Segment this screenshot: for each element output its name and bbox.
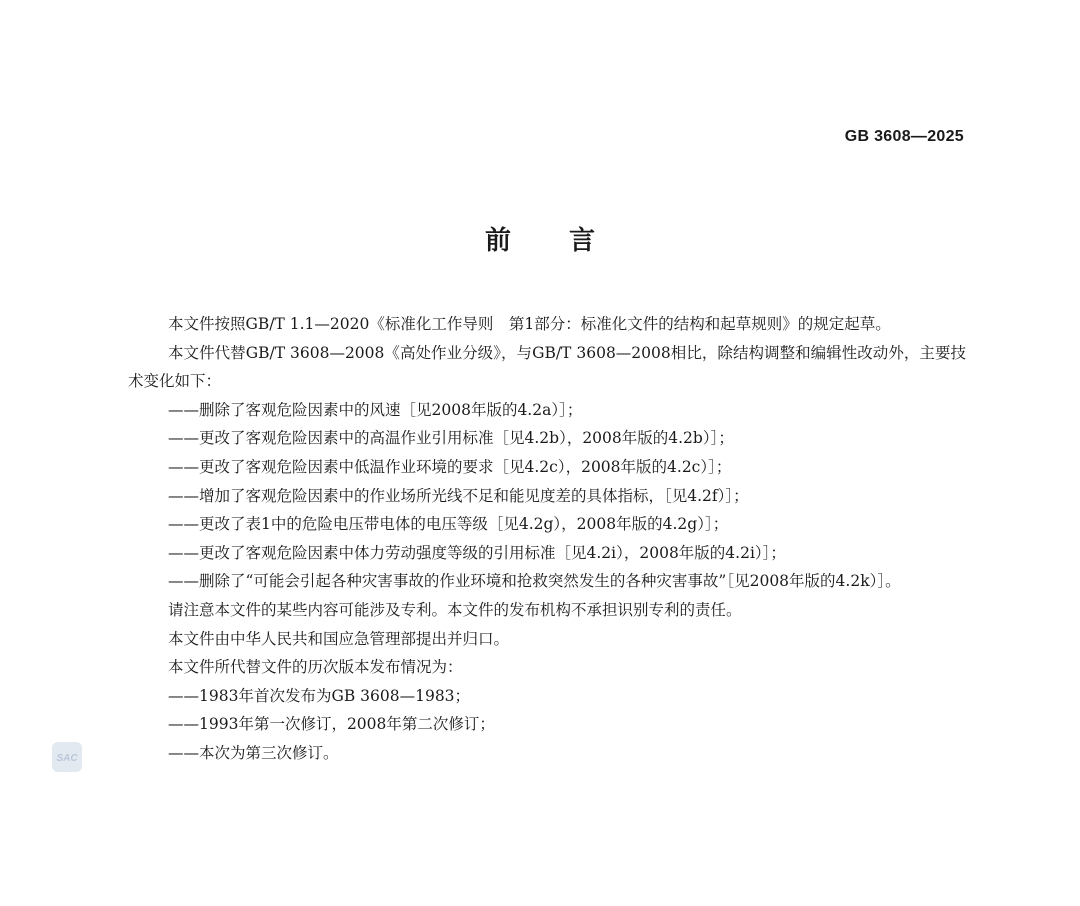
sac-logo-icon <box>53 749 81 765</box>
change-item: ——增加了客观危险因素中的作业场所光线不足和能见度差的具体指标，［见4.2f）］； <box>168 486 749 505</box>
section-title: 前言 <box>484 226 653 256</box>
change-item: ——更改了客观危险因素中低温作业环境的要求［见4.2c），2008年版的4.2c）］； <box>168 457 732 476</box>
change-item: ——更改了表1中的危险电压带电体的电压等级［见4.2g），2008年版的4.2g）］； <box>168 515 729 534</box>
sac-watermark-logo <box>52 742 82 772</box>
history-item: ——1993年第一次修订，2008年第二次修订； <box>168 715 495 734</box>
change-item: ——删除了“可能会引起各种灾害事故的作业环境和抢救突然发生的各种灾害事故”［见2008年版的4.2k）］。 <box>168 572 901 591</box>
history-item: ——1983年首次发布为GB 3608—1983； <box>168 686 471 705</box>
paragraph-replacement: 本文件代替GB/T 3608—2008《高处作业分级》，与GB/T 3608—2008相比，除结构调整和编辑性改动外，主要技术变化如下： <box>128 343 966 391</box>
change-item: ——更改了客观危险因素中体力劳动强度等级的引用标准［见4.2i），2008年版的4.2i）］； <box>168 543 786 562</box>
history-item: ——本次为第三次修订。 <box>168 743 339 762</box>
standard-number: GB 3608—2025 <box>844 128 964 145</box>
paragraph-history-intro: 本文件所代替文件的历次版本发布情况为： <box>168 658 463 677</box>
change-item: ——更改了客观危险因素中的高温作业引用标准［见4.2b），2008年版的4.2b）］； <box>168 429 734 448</box>
paragraph-drafting-rules: 本文件按照GB/T 1.1—2020《标准化工作导则 第1部分：标准化文件的结构和起草规则》的规定起草。 <box>168 315 891 333</box>
preface-body <box>128 310 966 768</box>
change-item: ——删除了客观危险因素中的风速［见2008年版的4.2a）］； <box>168 400 583 419</box>
paragraph-proposer: 本文件由中华人民共和国应急管理部提出并归口。 <box>168 629 510 648</box>
paragraph-patent-notice: 请注意本文件的某些内容可能涉及专利。本文件的发布机构不承担识别专利的责任。 <box>168 600 742 619</box>
sac-logo-text: SAC <box>56 753 78 764</box>
